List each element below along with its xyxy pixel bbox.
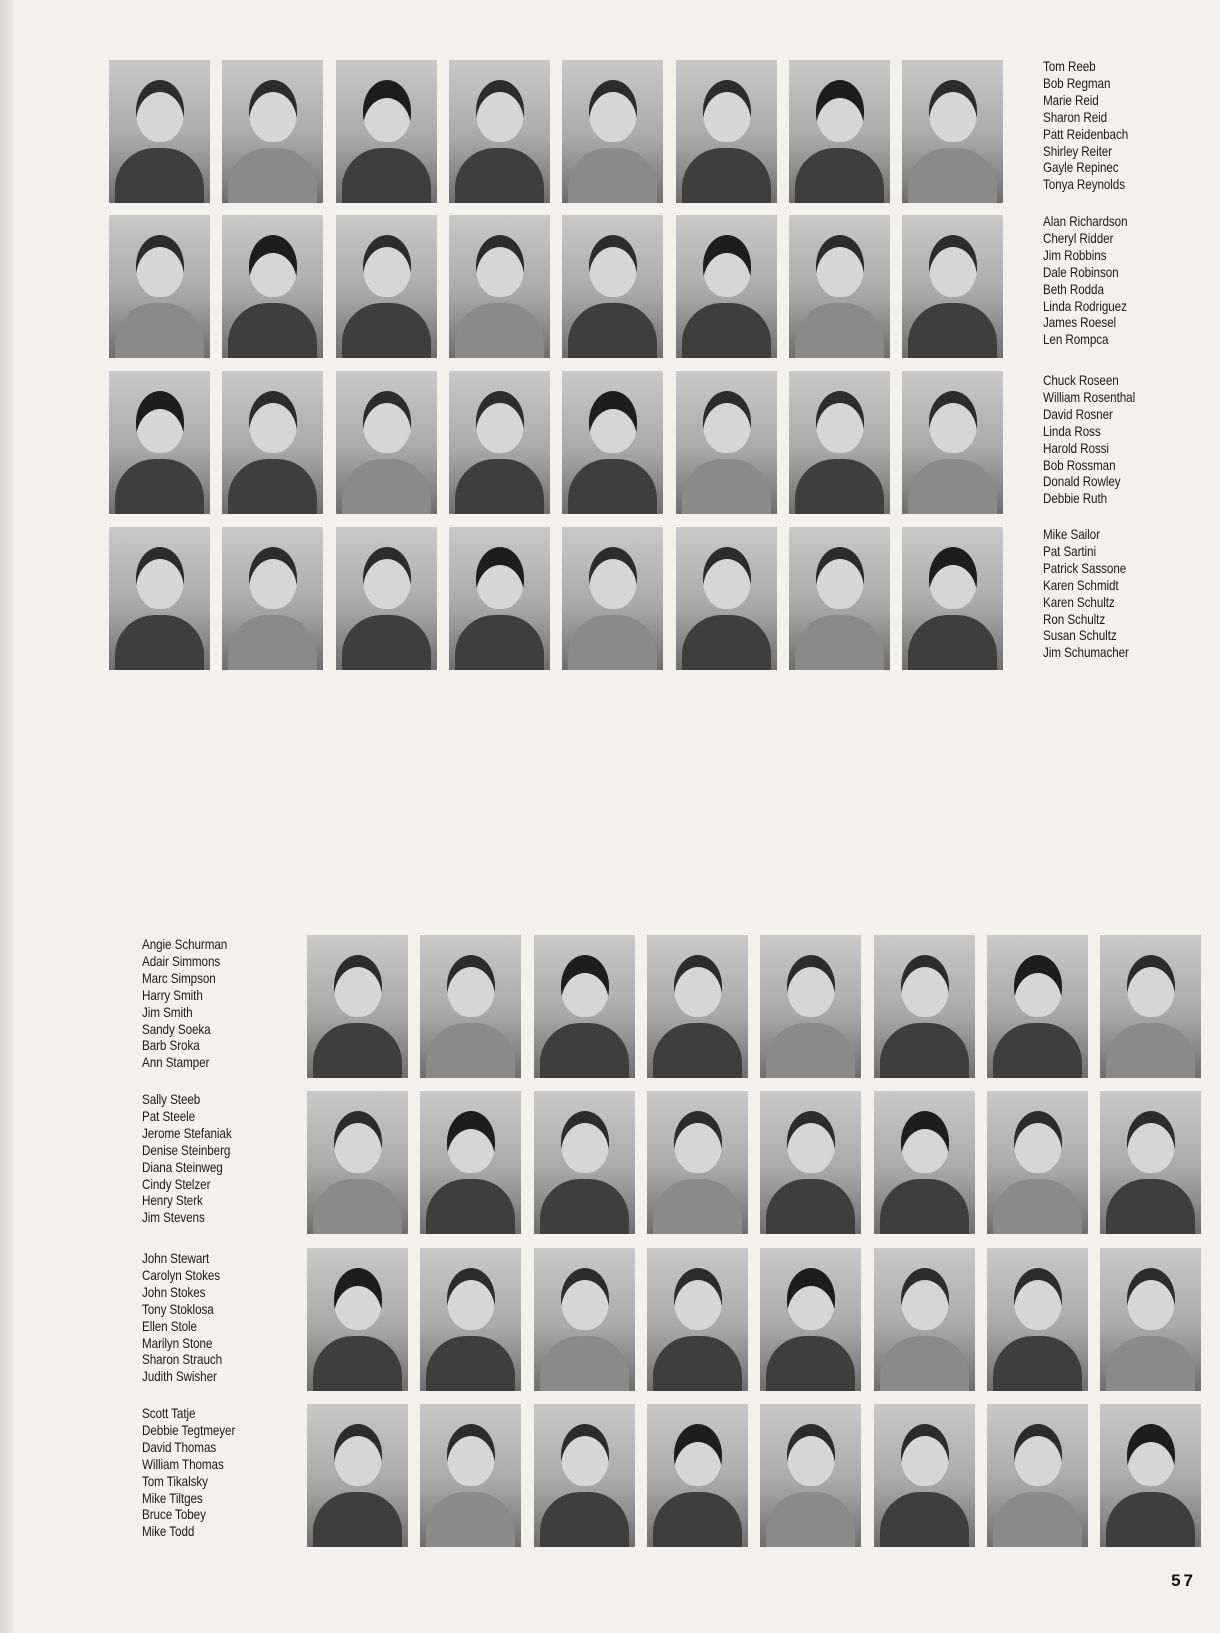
student-portrait (676, 527, 777, 670)
portrait-shoulders (342, 615, 431, 670)
portrait-shoulders (426, 1023, 515, 1078)
portrait-head (787, 1268, 835, 1330)
portrait-head (674, 1424, 722, 1486)
student-name: Linda Rodriguez (1043, 298, 1127, 314)
student-name: Beth Rodda (1043, 281, 1104, 297)
portrait-shoulders (228, 615, 317, 670)
portrait-head (447, 1111, 495, 1173)
student-portrait (902, 60, 1003, 203)
portrait-head (561, 955, 609, 1017)
portrait-shoulders (313, 1023, 402, 1078)
student-name: Sharon Strauch (142, 1352, 223, 1368)
student-name: Jim Smith (142, 1004, 193, 1020)
portrait-head (334, 1111, 382, 1173)
portrait-shoulders (455, 615, 544, 670)
portrait-shoulders (540, 1023, 629, 1078)
portrait-shoulders (342, 303, 431, 358)
student-name: Denise Steinberg (142, 1142, 231, 1158)
name-list (1043, 373, 1135, 508)
portrait-head (363, 547, 411, 609)
student-portrait (902, 371, 1003, 514)
portrait-head (703, 391, 751, 453)
student-portrait (562, 60, 663, 203)
student-name: Marie Reid (1043, 92, 1099, 108)
student-name: Tom Tikalsky (142, 1473, 208, 1489)
name-list (1043, 214, 1127, 349)
portrait-shoulders (568, 303, 657, 358)
portrait-head (816, 235, 864, 297)
portrait-head (249, 80, 297, 142)
student-portrait (449, 527, 550, 670)
student-portrait (222, 215, 323, 358)
portrait-shoulders (795, 459, 884, 514)
student-name: Shirley Reiter (1043, 143, 1112, 159)
portrait-shoulders (426, 1492, 515, 1547)
student-portrait (420, 1404, 521, 1547)
name-list (142, 1251, 222, 1386)
portrait-head (787, 955, 835, 1017)
portrait-shoulders (115, 148, 204, 203)
portrait-shoulders (993, 1179, 1082, 1234)
page-spine (0, 0, 14, 1633)
portrait-shoulders (1106, 1492, 1195, 1547)
student-name: Harold Rossi (1043, 440, 1109, 456)
student-portrait (902, 527, 1003, 670)
student-name: Angie Schurman (142, 937, 228, 952)
student-name: Karen Schmidt (1043, 577, 1119, 593)
student-name: Judith Swisher (142, 1369, 217, 1385)
portrait-head (363, 391, 411, 453)
student-portrait (760, 935, 861, 1078)
name-list (142, 937, 227, 1072)
student-portrait (336, 527, 437, 670)
student-portrait (676, 371, 777, 514)
student-name: Tom Reeb (1043, 59, 1096, 74)
portrait-shoulders (115, 303, 204, 358)
portrait-shoulders (313, 1179, 402, 1234)
student-portrait (222, 60, 323, 203)
student-name: Sally Steeb (142, 1092, 201, 1107)
student-portrait (336, 215, 437, 358)
student-name: Karen Schultz (1043, 594, 1115, 610)
student-portrait (1100, 1091, 1201, 1234)
student-name: Debbie Ruth (1043, 491, 1108, 507)
student-name: Sandy Soeka (142, 1021, 211, 1037)
portrait-shoulders (540, 1492, 629, 1547)
student-name: Diana Steinweg (142, 1159, 223, 1175)
portrait-shoulders (568, 615, 657, 670)
student-portrait (534, 1248, 635, 1391)
portrait-head (561, 1424, 609, 1486)
student-portrait (789, 215, 890, 358)
student-name: Debbie Tegtmeyer (142, 1422, 236, 1438)
student-name: Mike Sailor (1043, 527, 1100, 542)
portrait-shoulders (908, 303, 997, 358)
student-name: Marc Simpson (142, 970, 216, 986)
portrait-shoulders (540, 1336, 629, 1391)
portrait-head (901, 1111, 949, 1173)
portrait-shoulders (568, 459, 657, 514)
student-portrait (647, 1248, 748, 1391)
student-name: Ron Schultz (1043, 611, 1106, 627)
student-portrait (420, 935, 521, 1078)
student-portrait (647, 935, 748, 1078)
portrait-shoulders (228, 303, 317, 358)
student-name: Pat Sartini (1043, 543, 1096, 559)
name-list (142, 1406, 235, 1541)
student-name: Gayle Repinec (1043, 160, 1119, 176)
student-portrait (307, 935, 408, 1078)
portrait-head (787, 1111, 835, 1173)
student-portrait (647, 1404, 748, 1547)
portrait-head (363, 235, 411, 297)
portrait-head (249, 235, 297, 297)
portrait-head (929, 80, 977, 142)
portrait-head (1014, 955, 1062, 1017)
portrait-shoulders (653, 1023, 742, 1078)
student-portrait (987, 1248, 1088, 1391)
student-portrait (647, 1091, 748, 1234)
student-portrait (987, 1091, 1088, 1234)
portrait-shoulders (115, 459, 204, 514)
portrait-shoulders (993, 1023, 1082, 1078)
portrait-shoulders (682, 303, 771, 358)
student-portrait (562, 371, 663, 514)
portrait-shoulders (880, 1023, 969, 1078)
portrait-head (1127, 955, 1175, 1017)
student-name: Adair Simmons (142, 953, 221, 969)
student-name: Chuck Roseen (1043, 373, 1119, 388)
student-portrait (874, 1091, 975, 1234)
portrait-head (1127, 1111, 1175, 1173)
student-portrait (987, 1404, 1088, 1547)
student-portrait (874, 1404, 975, 1547)
portrait-shoulders (766, 1492, 855, 1547)
portrait-shoulders (313, 1336, 402, 1391)
name-list (142, 1092, 232, 1227)
portrait-shoulders (682, 148, 771, 203)
portrait-head (674, 955, 722, 1017)
student-name: Susan Schultz (1043, 628, 1117, 644)
student-name: Alan Richardson (1043, 214, 1128, 229)
student-portrait (1100, 1248, 1201, 1391)
portrait-shoulders (426, 1179, 515, 1234)
portrait-head (816, 80, 864, 142)
portrait-head (334, 955, 382, 1017)
portrait-shoulders (228, 459, 317, 514)
student-name: William Rosenthal (1043, 389, 1136, 405)
student-portrait (1100, 935, 1201, 1078)
portrait-shoulders (115, 615, 204, 670)
student-name: Mike Tiltges (142, 1490, 203, 1506)
portrait-head (476, 547, 524, 609)
student-portrait (789, 60, 890, 203)
student-name: James Roesel (1043, 315, 1117, 331)
portrait-shoulders (766, 1179, 855, 1234)
portrait-head (1014, 1424, 1062, 1486)
portrait-head (929, 547, 977, 609)
portrait-head (901, 1424, 949, 1486)
portrait-shoulders (342, 459, 431, 514)
portrait-head (1014, 1268, 1062, 1330)
portrait-head (447, 1268, 495, 1330)
portrait-shoulders (653, 1179, 742, 1234)
student-name: Bob Regman (1043, 75, 1111, 91)
portrait-head (476, 235, 524, 297)
student-portrait (449, 371, 550, 514)
student-name: Dale Robinson (1043, 264, 1119, 280)
portrait-head (447, 955, 495, 1017)
portrait-shoulders (993, 1336, 1082, 1391)
student-portrait (449, 215, 550, 358)
student-portrait (874, 935, 975, 1078)
student-name: Harry Smith (142, 987, 203, 1003)
name-list (1043, 527, 1129, 662)
student-portrait (760, 1404, 861, 1547)
portrait-head (703, 547, 751, 609)
portrait-shoulders (1106, 1336, 1195, 1391)
portrait-head (561, 1268, 609, 1330)
portrait-head (589, 80, 637, 142)
student-name: David Rosner (1043, 406, 1113, 422)
student-portrait (1100, 1404, 1201, 1547)
portrait-head (703, 235, 751, 297)
portrait-head (787, 1424, 835, 1486)
portrait-shoulders (540, 1179, 629, 1234)
portrait-shoulders (653, 1492, 742, 1547)
student-portrait (222, 527, 323, 670)
student-name: Barb Sroka (142, 1038, 200, 1054)
portrait-head (901, 1268, 949, 1330)
portrait-head (136, 235, 184, 297)
portrait-shoulders (908, 148, 997, 203)
student-portrait (676, 60, 777, 203)
portrait-head (703, 80, 751, 142)
student-portrait (562, 527, 663, 670)
student-name: Bob Rossman (1043, 457, 1116, 473)
portrait-head (249, 547, 297, 609)
student-portrait (420, 1091, 521, 1234)
portrait-shoulders (682, 459, 771, 514)
portrait-head (476, 80, 524, 142)
portrait-shoulders (1106, 1023, 1195, 1078)
student-name: Ann Stamper (142, 1055, 210, 1071)
portrait-head (929, 235, 977, 297)
portrait-head (589, 235, 637, 297)
student-name: Tony Stoklosa (142, 1301, 214, 1317)
portrait-head (476, 391, 524, 453)
student-name: Jim Stevens (142, 1210, 205, 1226)
portrait-shoulders (455, 303, 544, 358)
student-portrait (789, 371, 890, 514)
student-portrait (676, 215, 777, 358)
student-portrait (562, 215, 663, 358)
page-number: 57 (1171, 1571, 1196, 1590)
student-name: Patrick Sassone (1043, 560, 1127, 576)
student-portrait (307, 1091, 408, 1234)
portrait-shoulders (880, 1492, 969, 1547)
student-portrait (760, 1091, 861, 1234)
student-name: Donald Rowley (1043, 474, 1121, 490)
portrait-shoulders (795, 615, 884, 670)
student-name: Mike Todd (142, 1524, 195, 1540)
portrait-shoulders (908, 615, 997, 670)
portrait-head (334, 1268, 382, 1330)
portrait-head (589, 547, 637, 609)
student-name: Cindy Stelzer (142, 1176, 211, 1192)
portrait-head (136, 80, 184, 142)
student-portrait (109, 215, 210, 358)
student-name: Ellen Stole (142, 1318, 197, 1334)
student-name: David Thomas (142, 1439, 217, 1455)
student-name: William Thomas (142, 1456, 224, 1472)
portrait-shoulders (908, 459, 997, 514)
portrait-head (1127, 1424, 1175, 1486)
student-portrait (109, 371, 210, 514)
student-portrait (760, 1248, 861, 1391)
student-portrait (307, 1404, 408, 1547)
portrait-head (136, 391, 184, 453)
portrait-shoulders (426, 1336, 515, 1391)
portrait-head (816, 391, 864, 453)
name-list (1043, 59, 1128, 194)
portrait-head (1127, 1268, 1175, 1330)
portrait-head (674, 1111, 722, 1173)
portrait-shoulders (993, 1492, 1082, 1547)
student-portrait (902, 215, 1003, 358)
student-portrait (789, 527, 890, 670)
portrait-head (674, 1268, 722, 1330)
student-portrait (307, 1248, 408, 1391)
student-name: Carolyn Stokes (142, 1267, 221, 1283)
student-name: Len Rompca (1043, 332, 1109, 348)
portrait-head (561, 1111, 609, 1173)
portrait-shoulders (313, 1492, 402, 1547)
student-name: Patt Reidenbach (1043, 126, 1129, 142)
portrait-head (929, 391, 977, 453)
student-portrait (987, 935, 1088, 1078)
portrait-shoulders (766, 1336, 855, 1391)
portrait-shoulders (795, 303, 884, 358)
student-name: Jim Schumacher (1043, 645, 1129, 661)
portrait-shoulders (455, 459, 544, 514)
portrait-head (334, 1424, 382, 1486)
student-portrait (222, 371, 323, 514)
student-name: Jerome Stefaniak (142, 1125, 232, 1141)
student-name: Bruce Tobey (142, 1507, 206, 1523)
portrait-shoulders (228, 148, 317, 203)
portrait-shoulders (1106, 1179, 1195, 1234)
student-name: Tonya Reynolds (1043, 177, 1125, 193)
student-name: Linda Ross (1043, 423, 1101, 439)
student-name: John Stokes (142, 1284, 206, 1300)
student-name: Scott Tatje (142, 1406, 196, 1421)
portrait-shoulders (795, 148, 884, 203)
student-name: Henry Sterk (142, 1193, 203, 1209)
student-portrait (109, 60, 210, 203)
student-name: Cheryl Ridder (1043, 230, 1114, 246)
portrait-shoulders (766, 1023, 855, 1078)
student-name: Sharon Reid (1043, 109, 1108, 125)
portrait-head (447, 1424, 495, 1486)
student-name: Marilyn Stone (142, 1335, 213, 1351)
portrait-head (1014, 1111, 1062, 1173)
portrait-shoulders (342, 148, 431, 203)
portrait-head (136, 547, 184, 609)
portrait-shoulders (568, 148, 657, 203)
student-portrait (449, 60, 550, 203)
portrait-shoulders (880, 1336, 969, 1391)
student-portrait (874, 1248, 975, 1391)
student-portrait (534, 1404, 635, 1547)
student-name: John Stewart (142, 1251, 210, 1266)
student-portrait (336, 371, 437, 514)
student-portrait (109, 527, 210, 670)
student-name: Pat Steele (142, 1108, 196, 1124)
portrait-head (816, 547, 864, 609)
portrait-shoulders (880, 1179, 969, 1234)
student-portrait (420, 1248, 521, 1391)
student-name: Jim Robbins (1043, 247, 1107, 263)
portrait-shoulders (455, 148, 544, 203)
portrait-head (589, 391, 637, 453)
portrait-head (363, 80, 411, 142)
portrait-head (901, 955, 949, 1017)
portrait-shoulders (682, 615, 771, 670)
student-portrait (534, 1091, 635, 1234)
portrait-head (249, 391, 297, 453)
student-portrait (534, 935, 635, 1078)
portrait-shoulders (653, 1336, 742, 1391)
student-portrait (336, 60, 437, 203)
